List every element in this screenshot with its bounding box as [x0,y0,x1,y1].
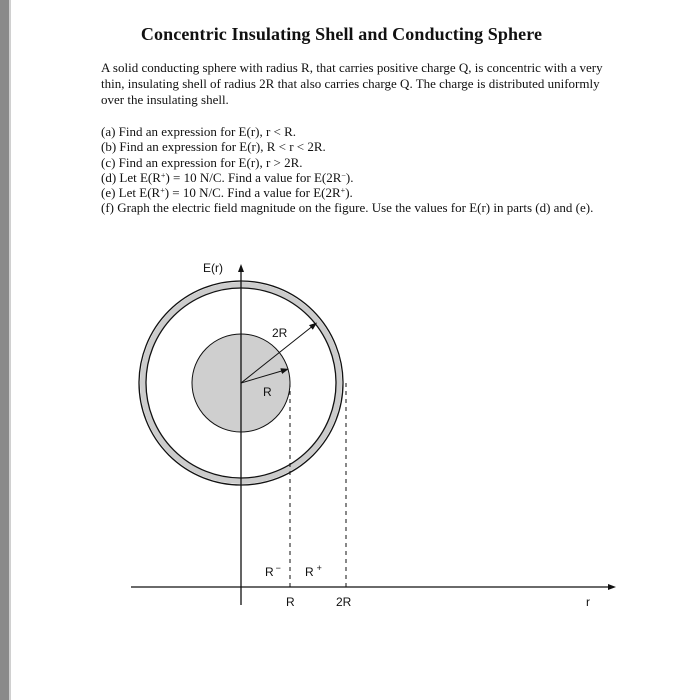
question-c: (c) Find an expression for E(r), r > 2R. [101,154,303,170]
shell-radius-label: 2R [272,326,288,340]
question-e: (e) Let E(R+) = 10 N/C. Find a value for E(2R+). [101,185,353,201]
tick-r-label: R [286,595,295,609]
r-plus-label: R + [305,563,322,579]
y-axis-label: E(r) [203,261,223,275]
tick-2r-label: 2R [336,595,352,609]
question-d: (d) Let E(R+) = 10 N/C. Find a value for E(2R−). [101,169,354,185]
question-a: (a) Find an expression for E(r), r < R. [101,124,297,139]
document-title: Concentric Insulating Shell and Conducting Sphere [140,24,543,44]
question-b: (b) Find an expression for E(r), R < r < 2R. [101,139,326,155]
question-f: (f) Graph the electric field magnitude on the figure. Use the values for E(r) in parts (d) and (e). [101,200,594,216]
x-axis-label: r [586,595,590,609]
sphere-radius-label: R [263,385,272,399]
r-minus-label: R − [265,563,281,579]
problem-intro: A solid conducting sphere with radius R, that carries positive charge Q, is concentric with a very thin, insulating shell of radius 2R that also carries charge Q. The charge is distributed uniformly over the insulating shell. [101,60,603,107]
